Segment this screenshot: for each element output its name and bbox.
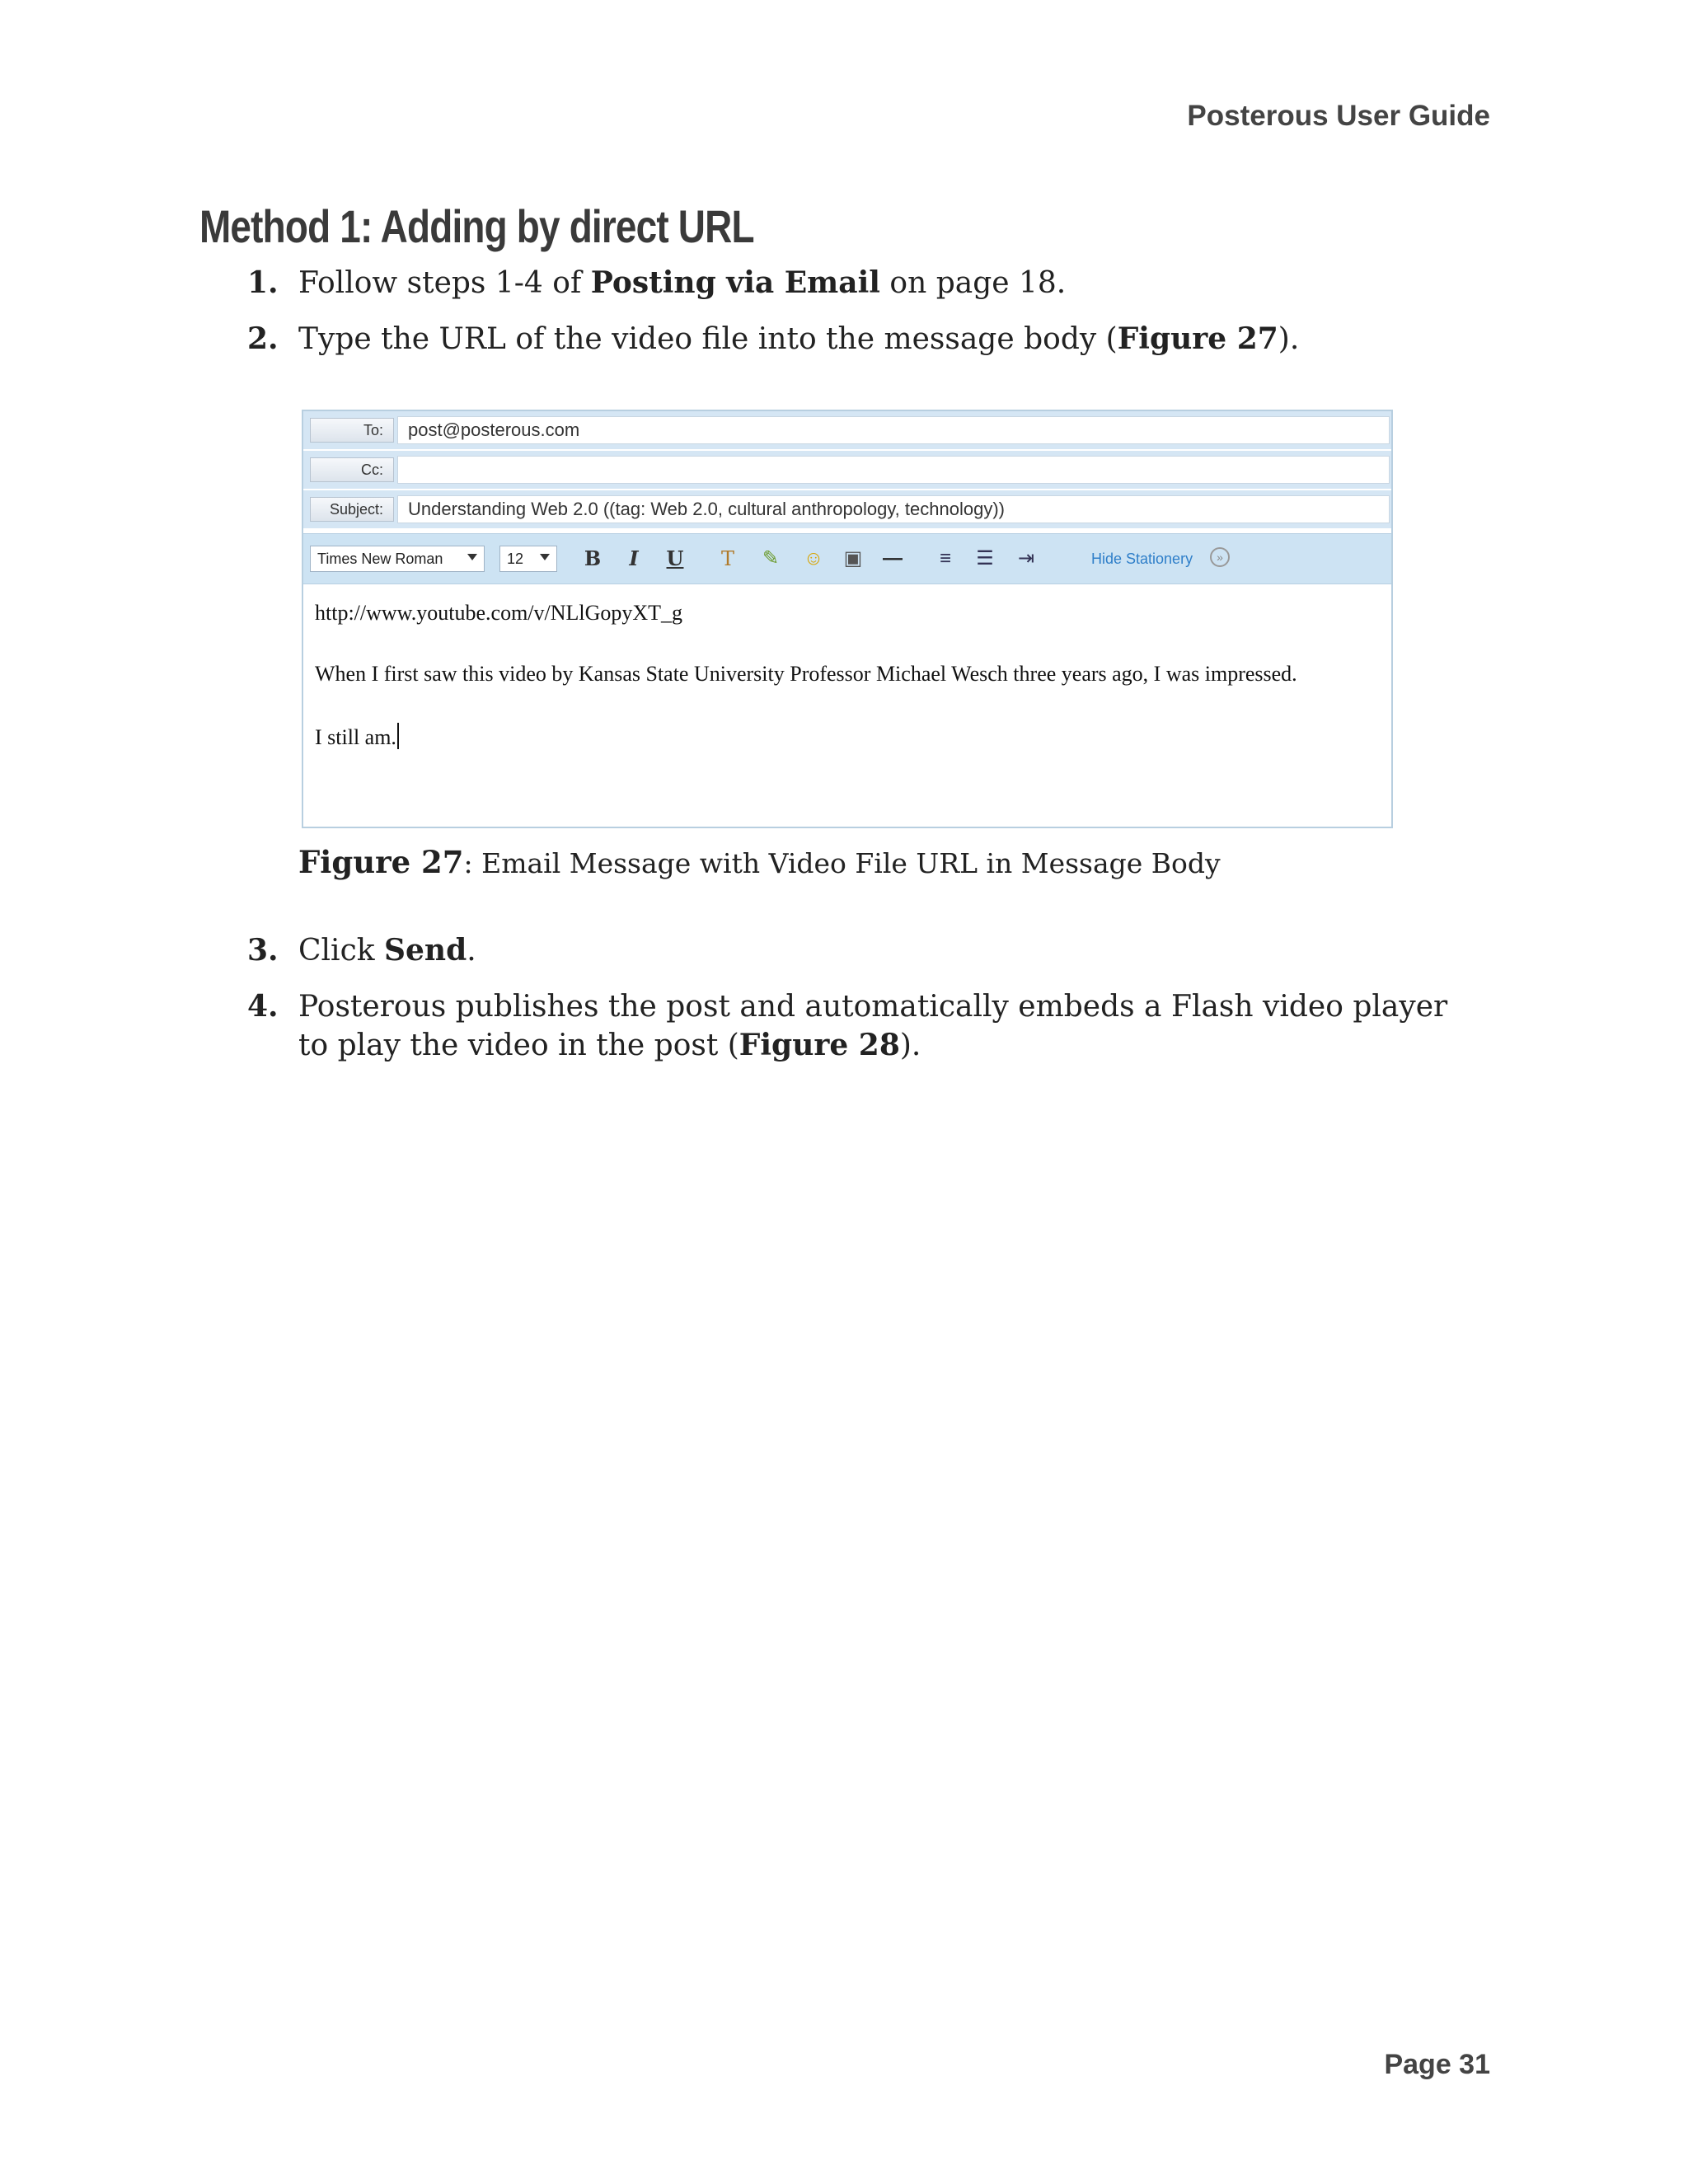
align-icon[interactable]: ≡ [939,547,951,569]
step-emphasis: Send [384,933,467,968]
font-size-value: 12 [507,551,524,567]
bullet-list-icon[interactable]: ☰ [976,547,994,569]
subject-field[interactable]: Understanding Web 2.0 ((tag: Web 2.0, cultural anthropology, technology)) [397,495,1390,523]
figure-caption [298,844,1221,880]
step-number: 2. [247,321,279,356]
message-body-line: When I first saw this video by Kansas State University Professor Michael Wesch three years ago, I was impressed. [315,662,1297,686]
highlight-icon[interactable]: ✎ [762,547,780,569]
text-cursor [397,723,399,749]
step-number: 3. [247,933,279,968]
to-field[interactable]: post@posterous.com [397,416,1390,444]
step-1 [247,264,1484,302]
step-text: Type the URL of the video file into the message body ( [298,322,1118,356]
step-text: ). [899,1029,921,1062]
horizontal-rule-icon[interactable]: — [883,547,903,569]
email-compose-figure [302,410,1393,828]
font-size-select[interactable] [499,546,557,572]
step-2 [247,320,1484,359]
to-button[interactable]: To: [310,418,394,443]
cc-row [303,451,1391,489]
figure-label: Figure 27 [298,844,464,880]
figure-caption-text: : Email Message with Video File URL in Message Body [463,847,1221,879]
indent-icon[interactable]: ⇥ [1017,547,1035,569]
page-number: Page 31 [1384,2049,1490,2080]
message-body-line [315,723,399,750]
step-number: 4. [247,989,279,1024]
underline-icon[interactable]: U [666,546,684,570]
step-number: 1. [247,265,279,300]
step-emphasis: Figure 27 [1117,321,1278,356]
subject-row [303,490,1391,528]
insert-image-icon[interactable]: ▣ [843,547,863,569]
chevron-down-icon [467,554,477,560]
subject-button[interactable]: Subject: [310,497,394,522]
step-text: Click [298,934,384,968]
step-4 [247,987,1484,1065]
font-family-value: Times New Roman [317,551,443,567]
section-heading: Method 1: Adding by direct URL [199,200,754,252]
step-text: Posterous publishes the post and automatically embeds a Flash video player to play the video in the post ( [298,990,1448,1062]
step-text: ). [1278,322,1300,356]
text-color-icon[interactable]: T [720,547,734,570]
message-body-url: http://www.youtube.com/v/NLlGopyXT_g [315,601,683,625]
step-emphasis: Figure 28 [738,1028,900,1062]
step-text: Follow steps 1-4 of [298,266,591,300]
running-header: Posterous User Guide [1187,100,1490,132]
italic-icon[interactable]: I [629,546,639,570]
bold-icon[interactable]: B [584,546,602,570]
cc-button[interactable]: Cc: [310,457,394,482]
to-row [303,411,1391,449]
formatting-toolbar [303,533,1391,584]
cc-field[interactable] [397,456,1390,484]
step-text: on page 18. [879,266,1067,300]
step-text: . [467,934,476,968]
step-emphasis: Posting via Email [590,265,880,300]
emoticon-icon[interactable]: ☺ [803,547,824,569]
chevron-down-icon [540,554,550,560]
font-family-select[interactable] [310,546,485,572]
chevron-right-icon[interactable]: » [1210,547,1230,567]
hide-stationery-link[interactable]: Hide Stationery [1091,551,1193,567]
message-body-text: I still am. [315,725,396,749]
step-3 [247,931,1484,970]
